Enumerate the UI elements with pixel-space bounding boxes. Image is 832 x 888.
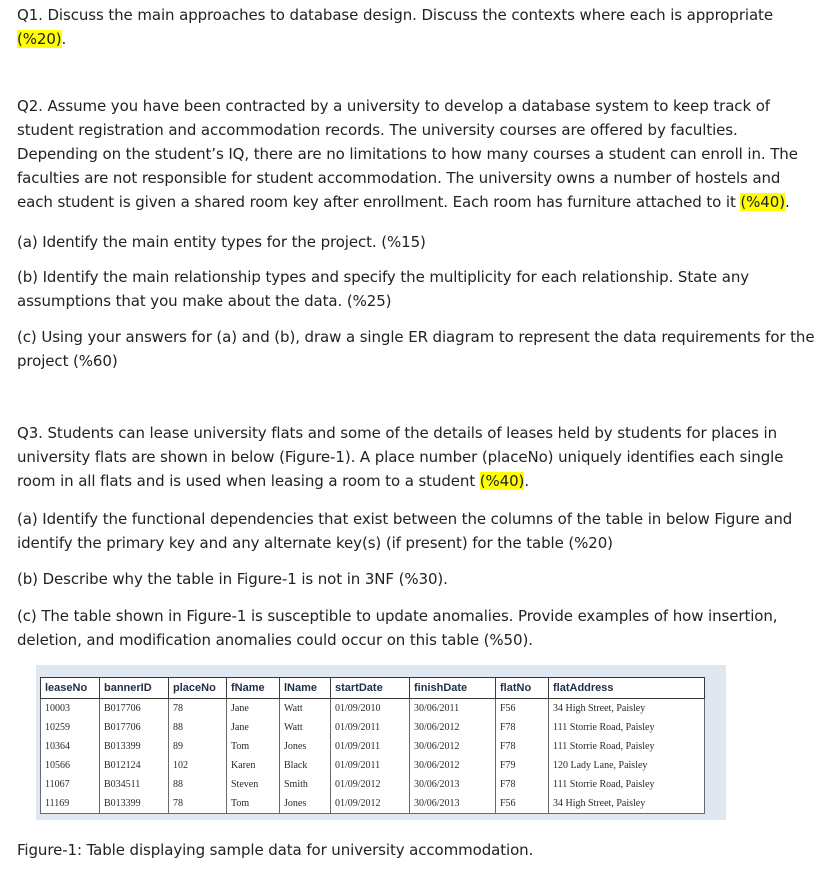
table-cell: 111 Storrie Road, Paisley bbox=[549, 718, 705, 737]
column-header: finishDate bbox=[410, 678, 496, 699]
question-1-text: Q1. Discuss the main approaches to database design. Discuss the contexts where each is appropriate bbox=[17, 6, 773, 24]
table-cell: Black bbox=[280, 756, 331, 775]
table-cell: 120 Lady Lane, Paisley bbox=[549, 756, 705, 775]
table-cell: 88 bbox=[169, 775, 227, 794]
table-cell: 01/09/2012 bbox=[331, 794, 410, 814]
table-cell: 01/09/2012 bbox=[331, 775, 410, 794]
column-header: lName bbox=[280, 678, 331, 699]
column-header: bannerID bbox=[100, 678, 169, 699]
table-cell: 10003 bbox=[41, 699, 100, 719]
table-cell: 10566 bbox=[41, 756, 100, 775]
question-3c: (c) The table shown in Figure-1 is susceptible to update anomalies. Provide examples of how insertion, deletion, and modification anomalies could occur on this table (%50). bbox=[17, 607, 778, 649]
table-cell: F79 bbox=[496, 756, 549, 775]
question-2a: (a) Identify the main entity types for the project. (%15) bbox=[17, 233, 426, 251]
question-1-tail: . bbox=[61, 30, 67, 48]
table-row bbox=[41, 737, 705, 756]
question-2 bbox=[17, 94, 817, 214]
table-cell: Tom bbox=[227, 737, 280, 756]
table-cell: 111 Storrie Road, Paisley bbox=[549, 737, 705, 756]
table-cell: 01/09/2011 bbox=[331, 718, 410, 737]
table-cell: Jones bbox=[280, 794, 331, 814]
table-cell: 10259 bbox=[41, 718, 100, 737]
table-cell: F56 bbox=[496, 699, 549, 719]
table-cell: Watt bbox=[280, 699, 331, 719]
table-header-row bbox=[41, 678, 705, 699]
table-cell: Karen bbox=[227, 756, 280, 775]
table-cell: 34 High Street, Paisley bbox=[549, 794, 705, 814]
table-cell: Smith bbox=[280, 775, 331, 794]
table-row bbox=[41, 718, 705, 737]
question-2c: (c) Using your answers for (a) and (b), draw a single ER diagram to represent the data requirements for the project (%60) bbox=[17, 328, 815, 370]
table-cell: B017706 bbox=[100, 699, 169, 719]
figure-1-table-panel bbox=[36, 665, 726, 820]
question-3 bbox=[17, 421, 817, 493]
table-cell: 01/09/2011 bbox=[331, 756, 410, 775]
table-cell: F78 bbox=[496, 718, 549, 737]
table-cell: 10364 bbox=[41, 737, 100, 756]
table-cell: B013399 bbox=[100, 737, 169, 756]
table-cell: 01/09/2011 bbox=[331, 737, 410, 756]
table-cell: 34 High Street, Paisley bbox=[549, 699, 705, 719]
table-cell: 11169 bbox=[41, 794, 100, 814]
column-header: startDate bbox=[331, 678, 410, 699]
table-cell: Tom bbox=[227, 794, 280, 814]
table-cell: F78 bbox=[496, 775, 549, 794]
table-cell: 30/06/2013 bbox=[410, 794, 496, 814]
table-cell: Steven bbox=[227, 775, 280, 794]
table-cell: B017706 bbox=[100, 718, 169, 737]
question-3a: (a) Identify the functional dependencies that exist between the columns of the table in below Figure and identify the primary key and any alternate key(s) (if present) for the table (%20) bbox=[17, 510, 793, 552]
column-header: fName bbox=[227, 678, 280, 699]
table-cell: F56 bbox=[496, 794, 549, 814]
question-1-mark: (%20) bbox=[17, 30, 62, 48]
figure-caption: Figure-1: Table displaying sample data for university accommodation. bbox=[17, 841, 534, 859]
question-3-tail: . bbox=[524, 472, 529, 490]
table-cell: 11067 bbox=[41, 775, 100, 794]
table-cell: 01/09/2010 bbox=[331, 699, 410, 719]
column-header: flatAddress bbox=[549, 678, 705, 699]
table-cell: 30/06/2012 bbox=[410, 737, 496, 756]
question-1 bbox=[17, 3, 817, 51]
table-cell: 30/06/2011 bbox=[410, 699, 496, 719]
table-cell: Jones bbox=[280, 737, 331, 756]
table-cell: 30/06/2012 bbox=[410, 718, 496, 737]
table-cell: 111 Storrie Road, Paisley bbox=[549, 775, 705, 794]
table-row bbox=[41, 756, 705, 775]
table-cell: 78 bbox=[169, 699, 227, 719]
table-cell: B034511 bbox=[100, 775, 169, 794]
table-cell: 78 bbox=[169, 794, 227, 814]
table-cell: 102 bbox=[169, 756, 227, 775]
question-2-text: Q2. Assume you have been contracted by a university to develop a database system to keep track of student registration and accommodation records. The university courses are offered by faculties. Depending on the student’s IQ, there are no limitations to how many courses a student can enroll in. The faculties are not responsible for student accommodation. The university owns a number of hostels and each student is given a shared room key after enrollment. Each room has furniture attached to it bbox=[17, 97, 798, 211]
question-3-mark: (%40) bbox=[479, 472, 525, 490]
table-cell: Watt bbox=[280, 718, 331, 737]
table-cell: B013399 bbox=[100, 794, 169, 814]
table-row bbox=[41, 775, 705, 794]
question-2b: (b) Identify the main relationship types and specify the multiplicity for each relationship. State any assumptions that you make about the data. (%25) bbox=[17, 268, 750, 310]
table-cell: Jane bbox=[227, 699, 280, 719]
lease-table bbox=[40, 677, 705, 814]
column-header: leaseNo bbox=[41, 678, 100, 699]
table-cell: 30/06/2012 bbox=[410, 756, 496, 775]
table-row bbox=[41, 699, 705, 719]
table-cell: F78 bbox=[496, 737, 549, 756]
question-3b: (b) Describe why the table in Figure-1 is not in 3NF (%30). bbox=[17, 570, 448, 588]
table-cell: 30/06/2013 bbox=[410, 775, 496, 794]
table-cell: B012124 bbox=[100, 756, 169, 775]
table-cell: Jane bbox=[227, 718, 280, 737]
question-2-mark: (%40) bbox=[740, 193, 785, 211]
table-cell: 88 bbox=[169, 718, 227, 737]
column-header: placeNo bbox=[169, 678, 227, 699]
column-header: flatNo bbox=[496, 678, 549, 699]
question-2-tail: . bbox=[784, 193, 790, 211]
question-3-text: Q3. Students can lease university flats and some of the details of leases held by students for places in university flats are shown in below (Figure-1). A place number (placeNo) uniquely identifies each single room in all flats and is used when leasing a room to a student bbox=[17, 424, 784, 490]
table-cell: 89 bbox=[169, 737, 227, 756]
table-row bbox=[41, 794, 705, 814]
